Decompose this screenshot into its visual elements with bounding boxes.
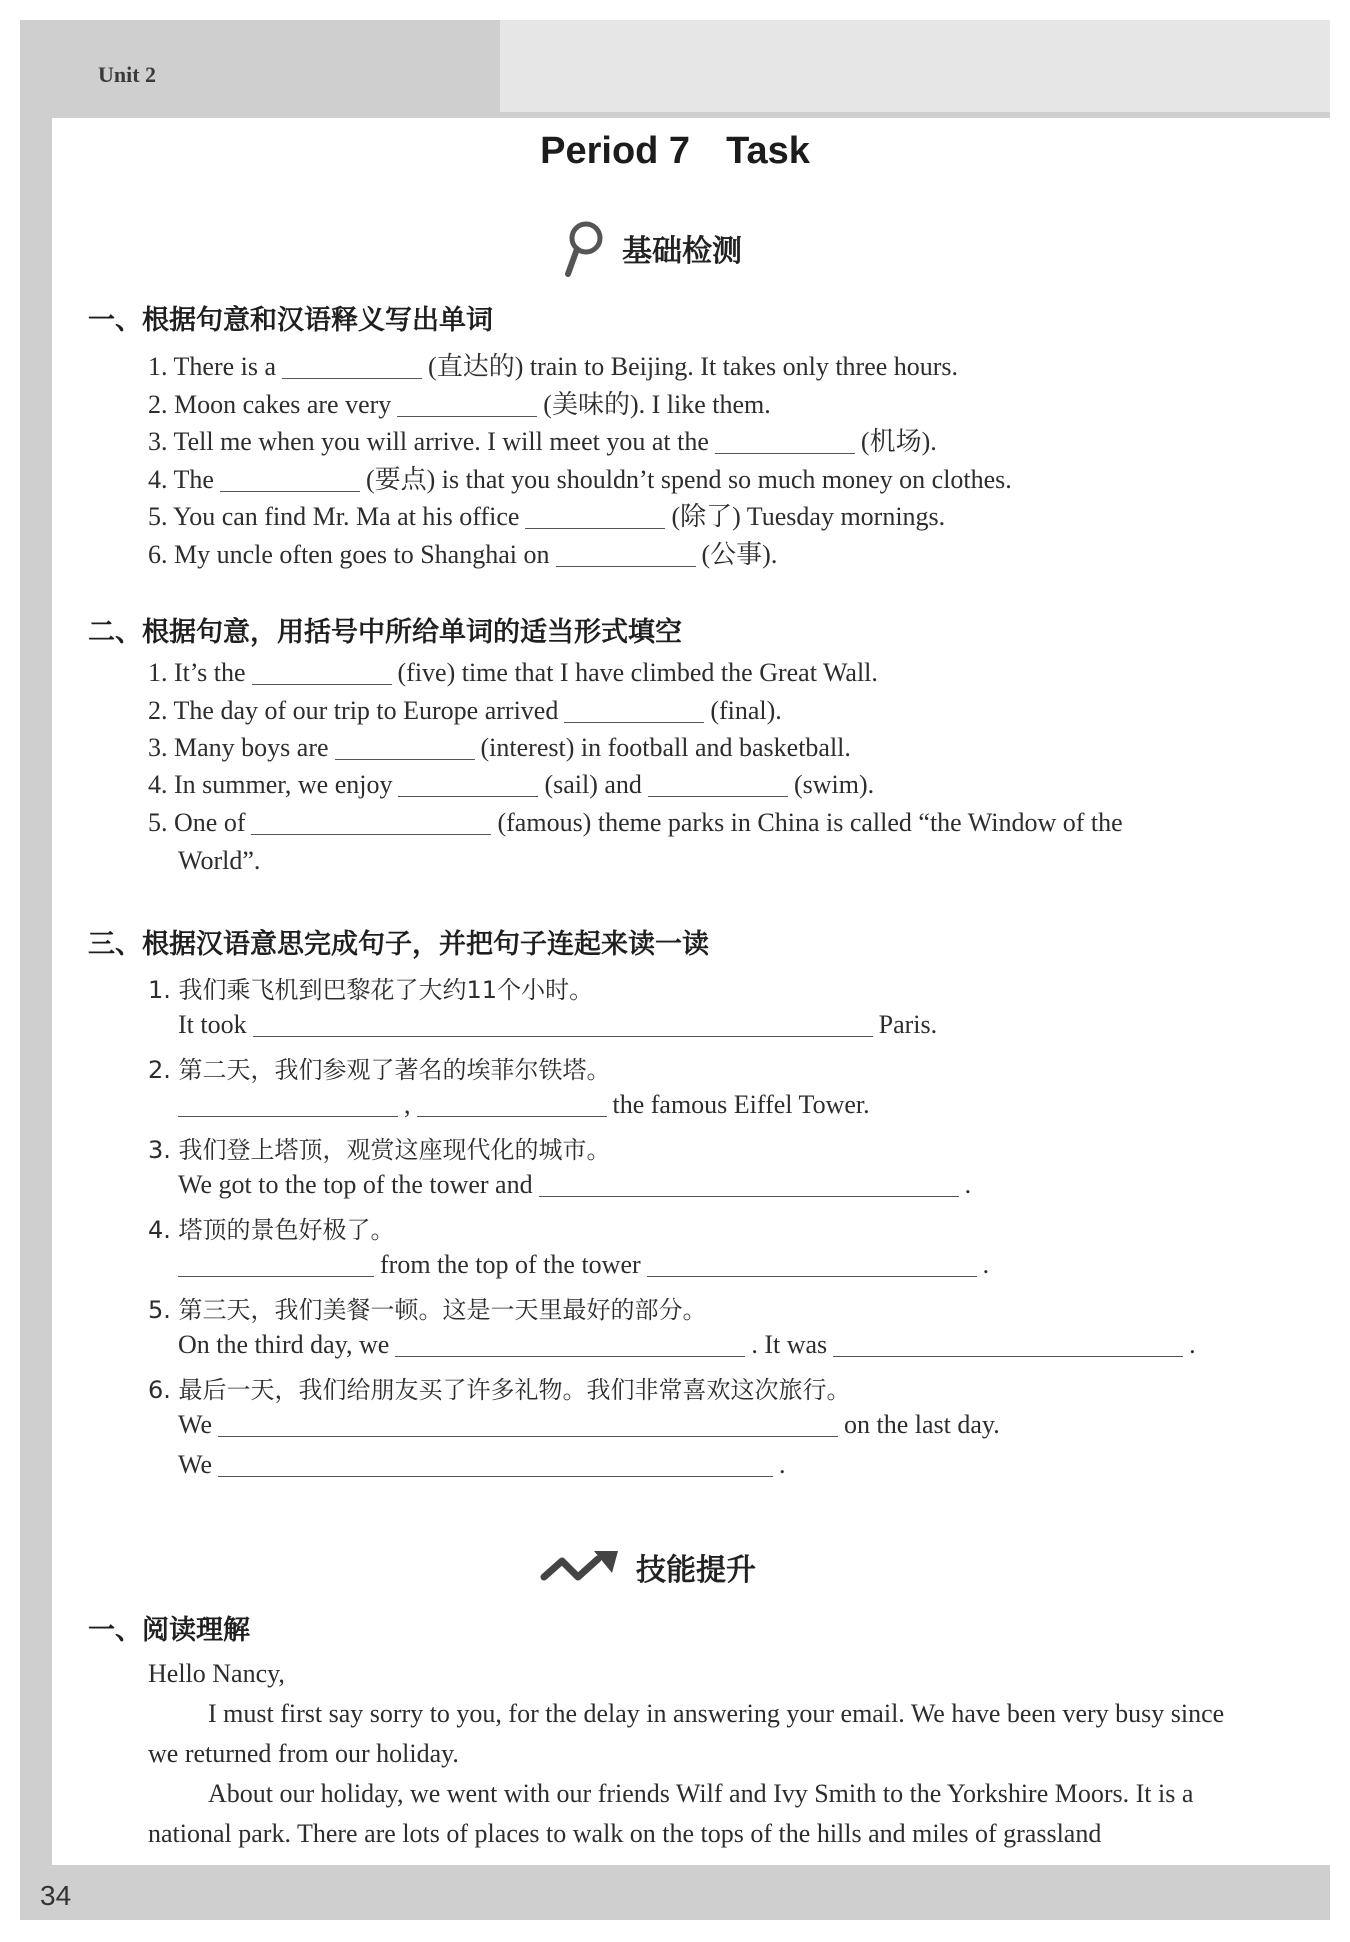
part2-item-2: 2. The day of our trip to Europe arrived (final).: [148, 696, 782, 725]
answer-blank[interactable]: [648, 770, 788, 797]
reading-paragraph-2: About our holiday, we went with our friends Wilf and Ivy Smith to the Yorkshire Moors. It is a national park. There are lots of places to walk on the tops of the hills and miles of grassland: [148, 1779, 1194, 1848]
part3-item-3-cn: 3. 我们登上塔顶，观赏这座现代化的城市。: [148, 1136, 611, 1164]
header-band: [500, 20, 1330, 112]
part3-item-6-en-1: We on the last day.: [178, 1410, 1000, 1439]
section-skill-label: 技能提升: [636, 1553, 756, 1588]
page-title: [0, 130, 1350, 173]
answer-blank[interactable]: [282, 352, 422, 379]
part3-item-2-cn: 2. 第二天，我们参观了著名的埃菲尔铁塔。: [148, 1056, 611, 1084]
answer-blank[interactable]: [833, 1330, 1183, 1357]
part2-item-5-cont: World”.: [178, 846, 261, 875]
section-skill-title: [540, 1545, 756, 1589]
task-label: Task: [726, 130, 810, 172]
part2-item-1: 1. It’s the (five) time that I have climbed the Great Wall.: [148, 658, 878, 687]
answer-blank[interactable]: [398, 770, 538, 797]
answer-blank[interactable]: [556, 540, 696, 567]
part3-item-4-en: from the top of the tower .: [178, 1250, 989, 1280]
unit-label: Unit 2: [98, 62, 157, 87]
reading-passage: [148, 1654, 1228, 1854]
answer-blank[interactable]: [397, 390, 537, 417]
answer-blank[interactable]: [218, 1410, 838, 1437]
answer-blank[interactable]: [251, 808, 491, 835]
part1-item-5: 5. You can find Mr. Ma at his office (除了) Tuesday mornings.: [148, 502, 946, 531]
reading-heading: 一、阅读理解: [88, 1615, 250, 1646]
part3-item-6-en-2: We .: [178, 1450, 786, 1479]
part1-item-4: 4. The (要点) is that you shouldn’t spend so much money on clothes.: [148, 465, 1012, 494]
part2-item-3: 3. Many boys are (interest) in football and basketball.: [148, 733, 851, 762]
part1-item-3: 3. Tell me when you will arrive. I will meet you at the (机场).: [148, 427, 937, 456]
reading-paragraph-1: I must first say sorry to you, for the delay in answering your email. We have been very busy since we returned from our holiday.: [148, 1699, 1225, 1768]
section-basic-title: [560, 218, 742, 278]
part1-heading: 一、根据句意和汉语释义写出单词: [88, 305, 493, 336]
answer-blank[interactable]: [335, 733, 475, 760]
part1-item-6: 6. My uncle often goes to Shanghai on (公事).: [148, 540, 778, 569]
part1-item-2: 2. Moon cakes are very (美味的). I like them.: [148, 390, 771, 419]
part3-item-6-cn: 6. 最后一天，我们给朋友买了许多礼物。我们非常喜欢这次旅行。: [148, 1376, 851, 1404]
section-basic-label: 基础检测: [622, 234, 742, 269]
answer-blank[interactable]: [564, 696, 704, 723]
reading-greeting: Hello Nancy,: [148, 1659, 285, 1688]
answer-blank[interactable]: [178, 1250, 374, 1277]
answer-blank[interactable]: [539, 1170, 959, 1197]
answer-blank[interactable]: [178, 1090, 398, 1117]
part3-item-5-en: On the third day, we . It was .: [178, 1330, 1196, 1359]
part3-item-3-en: We got to the top of the tower and .: [178, 1170, 972, 1199]
part3-item-1-en: It took Paris.: [178, 1010, 938, 1039]
page-number: 34: [40, 1880, 72, 1911]
part3-item-2-en: , the famous Eiffel Tower.: [178, 1090, 870, 1120]
part3-item-5-cn: 5. 第三天，我们美餐一顿。这是一天里最好的部分。: [148, 1296, 707, 1324]
trend-arrow-icon: [540, 1547, 622, 1587]
part3-item-1-cn: 1. 我们乘飞机到巴黎花了大约11个小时。: [148, 976, 594, 1004]
answer-blank[interactable]: [417, 1090, 607, 1117]
part2-heading: 二、根据句意，用括号中所给单词的适当形式填空: [88, 617, 682, 648]
part3-heading: 三、根据汉语意思完成句子，并把句子连起来读一读: [88, 929, 709, 960]
answer-blank[interactable]: [253, 1010, 873, 1037]
answer-blank[interactable]: [252, 658, 392, 685]
answer-blank[interactable]: [525, 502, 665, 529]
answer-blank[interactable]: [218, 1450, 773, 1477]
answer-blank[interactable]: [715, 427, 855, 454]
part3-item-4-cn: 4. 塔顶的景色好极了。: [148, 1216, 395, 1244]
part1-item-1: 1. There is a (直达的) train to Beijing. It takes only three hours.: [148, 352, 959, 381]
magnifier-icon: [560, 218, 608, 278]
answer-blank[interactable]: [647, 1250, 977, 1277]
answer-blank[interactable]: [220, 465, 360, 492]
part2-item-4: 4. In summer, we enjoy (sail) and (swim).: [148, 770, 875, 799]
answer-blank[interactable]: [395, 1330, 745, 1357]
period-label: Period 7: [540, 130, 691, 172]
part2-item-5: 5. One of (famous) theme parks in China is called “the Window of the: [148, 808, 1123, 837]
